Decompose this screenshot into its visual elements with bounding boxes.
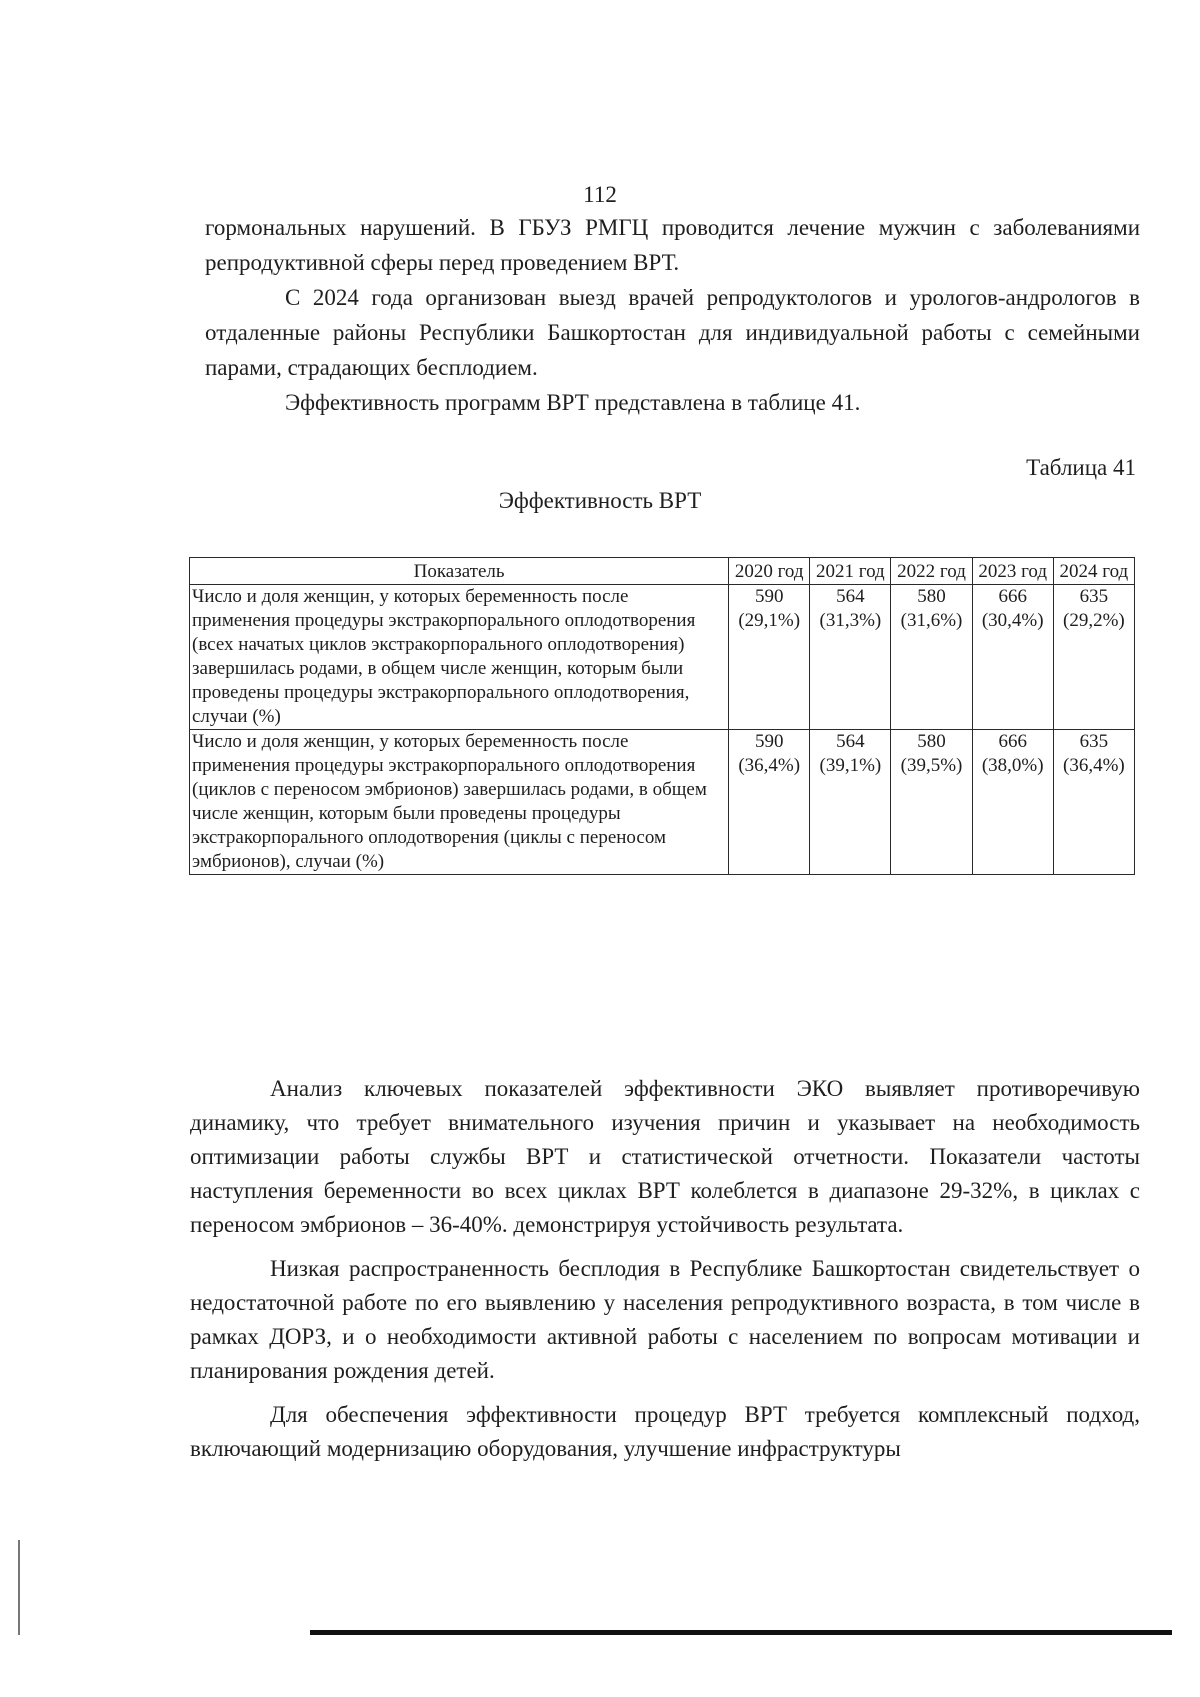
- value-cell: [729, 730, 810, 875]
- analysis-paragraph-3: Для обеспечения эффективности процедур ВРТ требуется комплексный подход, включающий модернизацию оборудования, улучшение инфраструктуры: [190, 1402, 1140, 1461]
- header-year-2024: 2024 год: [1053, 558, 1134, 585]
- value-percent: (29,1%): [738, 610, 801, 631]
- table-row: [190, 585, 1135, 730]
- scan-margin-mark: [18, 1540, 20, 1635]
- value-count: 564: [836, 731, 865, 752]
- value-percent: (30,4%): [981, 610, 1044, 631]
- value-count: 580: [917, 586, 946, 607]
- value-count: 666: [998, 731, 1027, 752]
- analysis-text: [190, 1072, 1140, 1476]
- table-title: Эффективность ВРТ: [498, 488, 702, 513]
- row-indicator: Число и доля женщин, у которых беременность после применения процедуры экстракорпорального оплодотворения (циклов с переносом эмбрионов) завершилась родами, в общем числе женщин, которым были проведены процедуры экстракорпорального оплодотворения (циклы с переносом эмбрионов), случаи (%): [190, 730, 729, 875]
- header-year-2022: 2022 год: [891, 558, 972, 585]
- table-row: [190, 730, 1135, 875]
- vrt-efficiency-table: [189, 557, 1135, 875]
- value-percent: (31,3%): [819, 610, 882, 631]
- analysis-paragraph-1: Анализ ключевых показателей эффективности ЭКО выявляет противоречивую динамику, что требует внимательного изучения причин и указывает на необходимость оптимизации работы службы ВРТ и статистической отчетности. Показатели частоты наступления беременности во всех циклах ВРТ колеблется в диапазоне 29-32%, в циклах с переносом эмбрионов – 36-40%. демонстрируя устойчивость результата.: [190, 1076, 1140, 1237]
- value-cell: [891, 585, 972, 730]
- value-percent: (31,6%): [900, 610, 963, 631]
- footer-rule: [310, 1630, 1172, 1635]
- header-year-2023: 2023 год: [972, 558, 1053, 585]
- intro-paragraph-1: гормональных нарушений. В ГБУЗ РМГЦ проводится лечение мужчин с заболеваниями репродуктивной сферы перед проведением ВРТ.: [205, 215, 1140, 275]
- value-percent: (29,2%): [1063, 610, 1125, 631]
- value-percent: (36,4%): [738, 755, 801, 776]
- value-cell: [972, 585, 1053, 730]
- value-count: 564: [836, 586, 865, 607]
- value-percent: (39,5%): [900, 755, 963, 776]
- header-indicator: Показатель: [190, 558, 729, 585]
- value-cell: [729, 585, 810, 730]
- value-percent: (39,1%): [819, 755, 882, 776]
- value-cell: [1053, 585, 1134, 730]
- value-count: 635: [1079, 586, 1109, 607]
- value-cell: [1053, 730, 1134, 875]
- value-cell: [810, 585, 891, 730]
- value-count: 635: [1079, 731, 1109, 752]
- intro-text: [205, 210, 1140, 420]
- row-indicator: Число и доля женщин, у которых беременность после применения процедуры экстракорпорального оплодотворения (всех начатых циклов экстракорпорального оплодотворения) завершилась родами, в общем числе женщин, которым были проведены процедуры экстракорпорального оплодотворения, случаи (%): [190, 585, 729, 730]
- value-cell: [810, 730, 891, 875]
- value-cell: [891, 730, 972, 875]
- page-number: 112: [583, 182, 617, 207]
- analysis-paragraph-2: Низкая распространенность бесплодия в Республике Башкортостан свидетельствует о недостаточной работе по его выявлению у населения репродуктивного возраста, в том числе в рамках ДОРЗ, и о необходимости активной работы с населением по вопросам мотивации и планирования рождения детей.: [190, 1256, 1140, 1383]
- value-percent: (38,0%): [981, 755, 1044, 776]
- table-label: Таблица 41: [1026, 455, 1136, 480]
- intro-paragraph-2: С 2024 года организован выезд врачей репродуктологов и урологов-андрологов в отдаленные районы Республики Башкортостан для индивидуальной работы с семейными парами, страдающих бесплодием.: [205, 285, 1140, 380]
- header-year-2021: 2021 год: [810, 558, 891, 585]
- value-percent: (36,4%): [1063, 755, 1125, 776]
- value-count: 580: [917, 731, 946, 752]
- intro-paragraph-3: Эффективность программ ВРТ представлена в таблице 41.: [285, 390, 861, 415]
- value-cell: [972, 730, 1053, 875]
- header-year-2020: 2020 год: [729, 558, 810, 585]
- value-count: 590: [754, 586, 784, 607]
- value-count: 666: [998, 586, 1027, 607]
- table-header-row: [190, 558, 1135, 585]
- value-count: 590: [754, 731, 784, 752]
